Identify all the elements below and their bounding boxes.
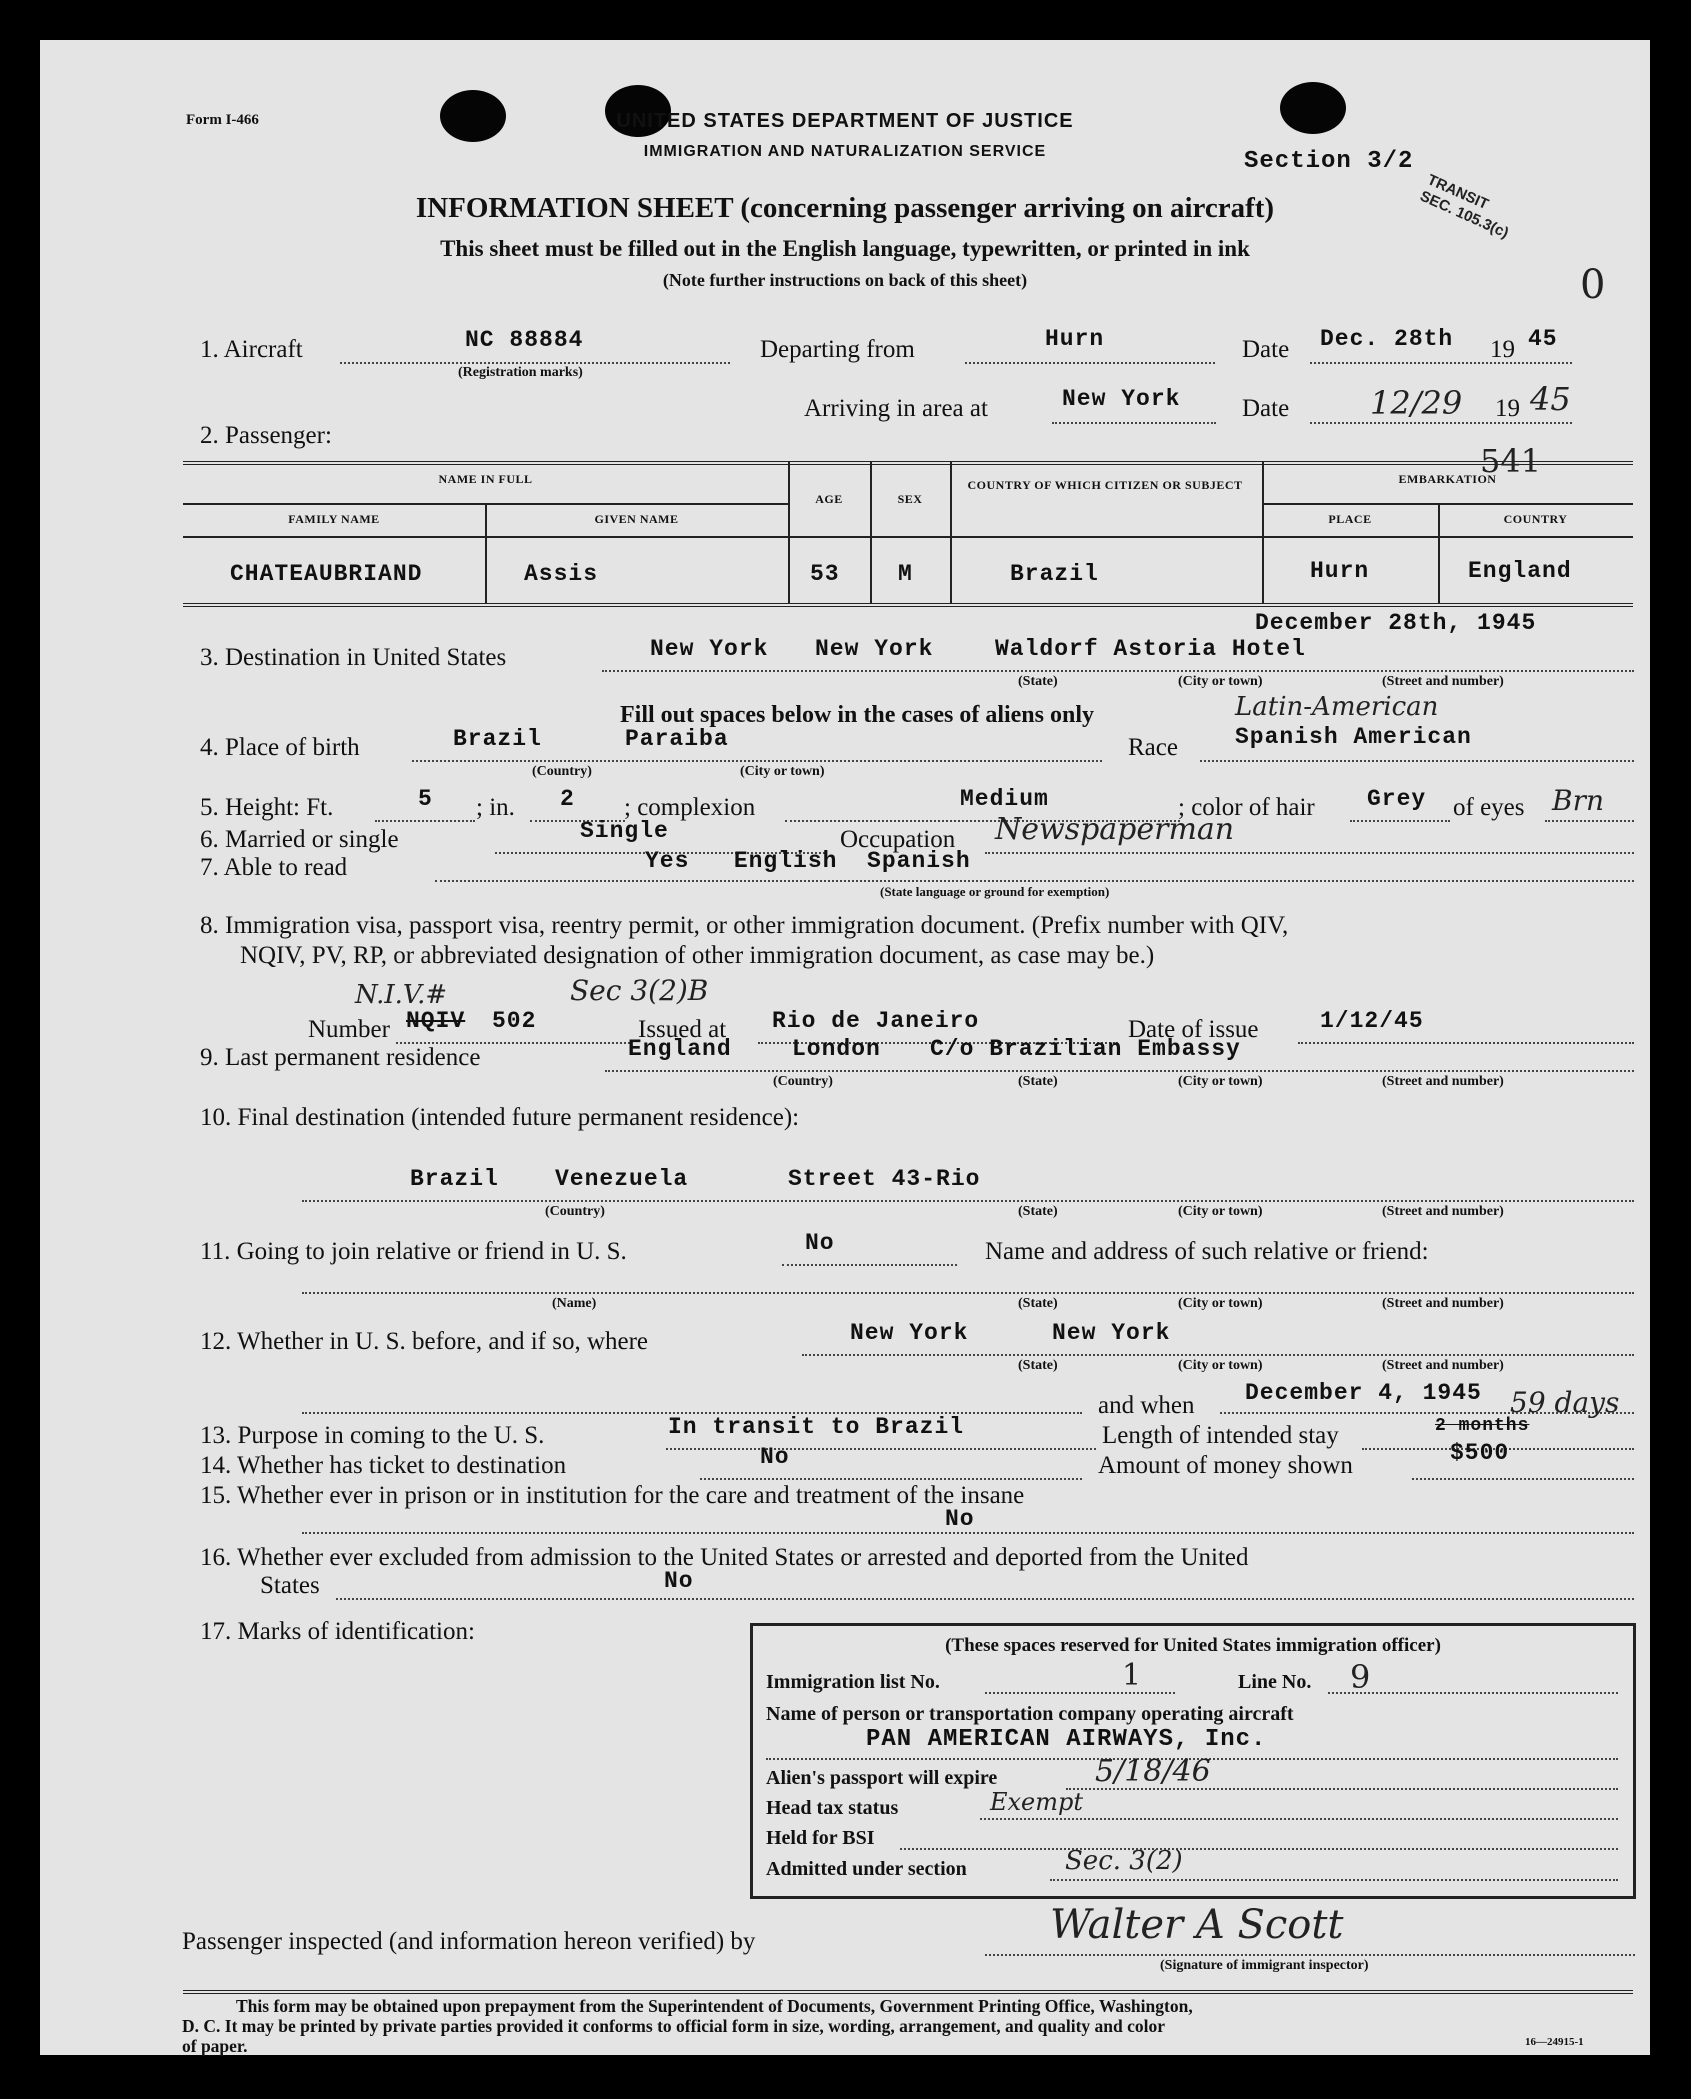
relative-line [302,1292,1634,1294]
year-prefix: 19 [1490,336,1515,363]
tax-line [980,1818,1618,1820]
purpose: In transit to Brazil [668,1414,965,1440]
sex: M [898,561,913,587]
visa-number-label: Number [308,1016,390,1043]
birth-city: Paraiba [625,726,729,752]
join-value: No [805,1230,835,1256]
date-line [1310,362,1572,364]
passport-label: Alien's passport will expire [766,1767,998,1789]
date-label: Date [1242,336,1290,363]
tax-label: Head tax status [766,1797,899,1819]
department-heading: UNITED STATES DEPARTMENT OF JUSTICE [616,110,1074,132]
section-number: Section 3/2 [1244,148,1414,175]
visa-label-2: NQIV, PV, RP, or abbreviated designation of other immigration document, as case may be.) [240,942,1155,969]
hair-line [1350,820,1450,822]
aircraft-label: 1. Aircraft [200,336,303,363]
admitted-label: Admitted under section [766,1858,967,1880]
bsi-label: Held for BSI [766,1827,875,1849]
arriving-line [1052,422,1216,424]
header-emb-country: COUNTRY [1503,512,1568,526]
prison-label: 15. Whether ever in prison or in institution for the care and treatment of the insane [200,1482,1025,1509]
issued-label: Issued at [638,1016,727,1043]
issue-date: 1/12/45 [1320,1008,1424,1034]
cap-street: (Street and number) [1382,1204,1504,1219]
stay-label: Length of intended stay [1102,1422,1339,1449]
before-city: New York [1052,1320,1171,1346]
list-line [985,1692,1175,1694]
arriving-label: Arriving in area at [804,395,988,422]
stay-struck: 2 months [1435,1416,1530,1436]
form-number: Form I-466 [186,112,259,128]
purpose-label: 13. Purpose in coming to the U. S. [200,1422,545,1449]
money-amount: $500 [1450,1440,1510,1466]
cap-street: (Street and number) [1382,674,1504,689]
arriving-value: New York [1062,386,1181,412]
residence-country: England [628,1036,732,1062]
join-line [782,1264,957,1266]
col-divider [870,461,872,603]
departure-year: 45 [1528,326,1558,352]
final-country: Brazil [410,1166,499,1192]
destination-street: Waldorf Astoria Hotel [995,636,1306,662]
service-heading: IMMIGRATION AND NATURALIZATION SERVICE [643,143,1047,160]
header-family-name: FAMILY NAME [288,512,380,526]
cap-state: (State) [1018,1358,1058,1373]
eyes-line [1545,820,1634,822]
when-date: December 4, 1945 [1245,1380,1482,1406]
cap-state: (State) [1018,1204,1058,1219]
embark-subheader-rule [1262,503,1633,505]
race-label: Race [1128,734,1178,761]
destination-line [602,670,1634,672]
excluded-value: No [664,1568,694,1594]
visa-section-handwritten: Sec 3(2)B [570,974,709,1007]
residence-state: London [792,1036,881,1062]
birth-label: 4. Place of birth [200,734,360,761]
visa-prefix-handwritten: N.I.V.# [355,980,448,1010]
officer-heading: (These spaces reserved for United States immigration officer) [945,1635,1441,1656]
height-label: 5. Height: Ft. [200,794,334,821]
cap-name: (Name) [552,1296,597,1311]
departure-date: Dec. 28th [1320,326,1454,352]
relative-name-label: Name and address of such relative or friend: [985,1238,1429,1265]
header-name-in-full: NAME IN FULL [438,472,533,486]
line-label: Line No. [1238,1671,1312,1693]
before-line [802,1354,1634,1356]
cap-country: (Country) [532,764,592,779]
purpose-line [666,1448,1096,1450]
cap-city: (City or town) [1178,1296,1263,1311]
join-label: 11. Going to join relative or friend in U. S. [200,1238,627,1265]
money-label: Amount of money shown [1098,1452,1353,1479]
tax-status: Exempt [990,1788,1084,1816]
destination-city: New York [815,636,934,662]
cap-street: (Street and number) [1382,1358,1504,1373]
cap-state: (State) [1018,1296,1058,1311]
footer-line-1: This form may be obtained upon prepayment from the Superintendent of Documents, Government Printing Office, Washington, [236,1996,1193,2016]
col-divider [950,461,952,603]
feet-line [375,820,475,822]
registration-caption: (Registration marks) [458,365,583,380]
occupation-line [985,852,1634,854]
arrival-date-line [1310,422,1572,424]
aircraft-line [340,362,730,364]
family-name: CHATEAUBRIAND [230,561,423,587]
complexion: Medium [960,786,1049,812]
read-caption: (State language or ground for exemption) [880,884,1110,899]
admitted-section: Sec. 3(2) [1065,1846,1183,1876]
information-sheet [40,40,1650,2055]
cap-city: (City or town) [740,764,825,779]
footer-rule [183,1990,1633,1994]
cap-state: (State) [1018,674,1058,689]
operator-label: Name of person or transportation company operating aircraft [766,1703,1294,1725]
money-line [1412,1478,1634,1480]
visa-label: 8. Immigration visa, passport visa, reentry permit, or other immigration document. (Prefix number with QIV, [200,912,1289,939]
birth-line [412,760,1102,762]
ticket-value: No [760,1444,790,1470]
final-destination-label: 10. Final destination (intended future permanent residence): [200,1104,800,1131]
col-divider [788,461,790,603]
residence-city: C/o Brazilian Embassy [930,1036,1241,1062]
table-top-rule [183,461,1633,465]
race-line [1200,760,1634,762]
when-label: and when [1098,1392,1195,1419]
cap-street: (Street and number) [1382,1074,1504,1089]
cap-city: (City or town) [1178,1204,1263,1219]
departing-line [965,362,1215,364]
race: Spanish American [1235,724,1472,750]
line-number: 9 [1350,1658,1371,1696]
header-age: AGE [815,492,843,506]
destination-label: 3. Destination in United States [200,644,507,671]
line-no-line [1328,1692,1618,1694]
marital-label: 6. Married or single [200,826,399,853]
issue-date-line [1298,1042,1634,1044]
aircraft-value: NC 88884 [465,327,584,353]
cap-city: (City or town) [1178,1074,1263,1089]
cap-country: (Country) [773,1074,833,1089]
passenger-label: 2. Passenger: [200,422,332,449]
prison-line [302,1532,1634,1534]
embark-date-note: December 28th, 1945 [1255,610,1537,636]
header-embarkation: EMBARKATION [1398,472,1497,486]
arrival-date: 12/29 [1370,384,1463,422]
cap-country: (Country) [545,1204,605,1219]
marital-status: Single [580,818,669,844]
footer-line-3: of paper. [182,2036,248,2056]
issued-at: Rio de Janeiro [772,1008,980,1034]
form-note: (Note further instructions on back of this sheet) [662,270,1028,290]
before-state: New York [850,1320,969,1346]
destination-state: New York [650,636,769,662]
embark-country: England [1468,558,1572,584]
circle-mark: 0 [1580,262,1606,308]
issue-date-label: Date of issue [1128,1016,1259,1043]
read-languages: Yes English Spanish [645,848,971,874]
header-sex: SEX [897,492,923,506]
residence-line [605,1070,1634,1072]
table-bottom-rule [183,603,1633,607]
height-inches: 2 [560,786,575,812]
excluded-label-2: States [260,1572,320,1599]
admitted-line [1050,1879,1618,1881]
list-number: 1 [1122,1658,1142,1693]
record-number: 541 [1480,442,1542,480]
footer-line-2: D. C. It may be printed by private parties provided it conforms to official form in size, wording, arrangement, and quality and color [182,2016,1166,2036]
ticket-label: 14. Whether has ticket to destination [200,1452,567,1479]
transit-stamp: TRANSIT SEC. 105.3(c) [1417,171,1512,242]
form-subtitle: This sheet must be filled out in the English language, typewritten, or printed in ink [440,236,1250,261]
cap-state: (State) [1018,1074,1058,1089]
list-label: Immigration list No. [766,1671,940,1693]
arrival-year: 45 [1530,380,1571,418]
cap-city: (City or town) [1178,1358,1263,1373]
operator-company: PAN AMERICAN AIRWAYS, Inc. [866,1726,1267,1753]
occupation: Newspaperman [995,812,1235,847]
footer-code: 16—24915-1 [1525,2036,1584,2048]
race-handwritten: Latin-American [1235,692,1439,722]
read-line [435,880,1634,882]
residence-label: 9. Last permanent residence [200,1044,481,1071]
inspected-label: Passenger inspected (and information hereon verified) by [182,1928,756,1955]
cap-street: (Street and number) [1382,1296,1504,1311]
signature-caption: (Signature of immigrant inspector) [1160,1958,1369,1973]
final-street: Street 43-Rio [788,1166,981,1192]
read-label: 7. Able to read [200,854,348,881]
eyes-label: of eyes [1453,794,1525,821]
departing-value: Hurn [1045,326,1105,352]
final-line [302,1200,1634,1202]
visa-struck-prefix: NQIV [406,1008,466,1034]
before-label: 12. Whether in U. S. before, and if so, where [200,1328,649,1355]
departing-label: Departing from [760,336,915,363]
form-title: INFORMATION SHEET (concerning passenger arriving on aircraft) [415,192,1275,224]
height-feet: 5 [418,786,433,812]
prison-value: No [945,1506,975,1532]
bsi-line [900,1848,1618,1850]
hair-color: Grey [1367,786,1427,812]
excluded-label: 16. Whether ever excluded from admission to the United States or arrested and deported from the United [200,1544,1249,1571]
age: 53 [810,561,840,587]
excluded-line [336,1598,1634,1600]
table-header-rule [183,536,1633,538]
header-given-name: GIVEN NAME [594,512,679,526]
passport-expiry: 5/18/46 [1095,1754,1211,1789]
citizen-country: Brazil [1010,561,1099,587]
arrival-date-label: Date [1242,395,1290,422]
complexion-label: ; complexion [624,794,756,821]
stay-handwritten: 59 days [1510,1386,1620,1419]
header-place: PLACE [1328,512,1372,526]
embark-place: Hurn [1310,558,1370,584]
eye-color: Brn [1552,784,1604,817]
cap-city: (City or town) [1178,674,1263,689]
given-name: Assis [524,561,599,587]
header-country-citizen: COUNTRY OF WHICH CITIZEN OR SUBJECT [967,478,1243,492]
birth-country: Brazil [453,726,542,752]
signature-line [985,1954,1635,1956]
arrival-year-prefix: 19 [1495,395,1520,422]
hair-label: ; color of hair [1178,794,1315,821]
inches-label: ; in. [476,794,515,821]
visa-number: 502 [492,1008,537,1034]
occupation-label: Occupation [840,826,956,853]
aliens-heading: Fill out spaces below in the cases of aliens only [620,702,1095,728]
final-state: Venezuela [555,1166,689,1192]
ticket-line [700,1478,1082,1480]
marks-label: 17. Marks of identification: [200,1618,475,1645]
inspector-signature: Walter A Scott [1050,1902,1344,1948]
